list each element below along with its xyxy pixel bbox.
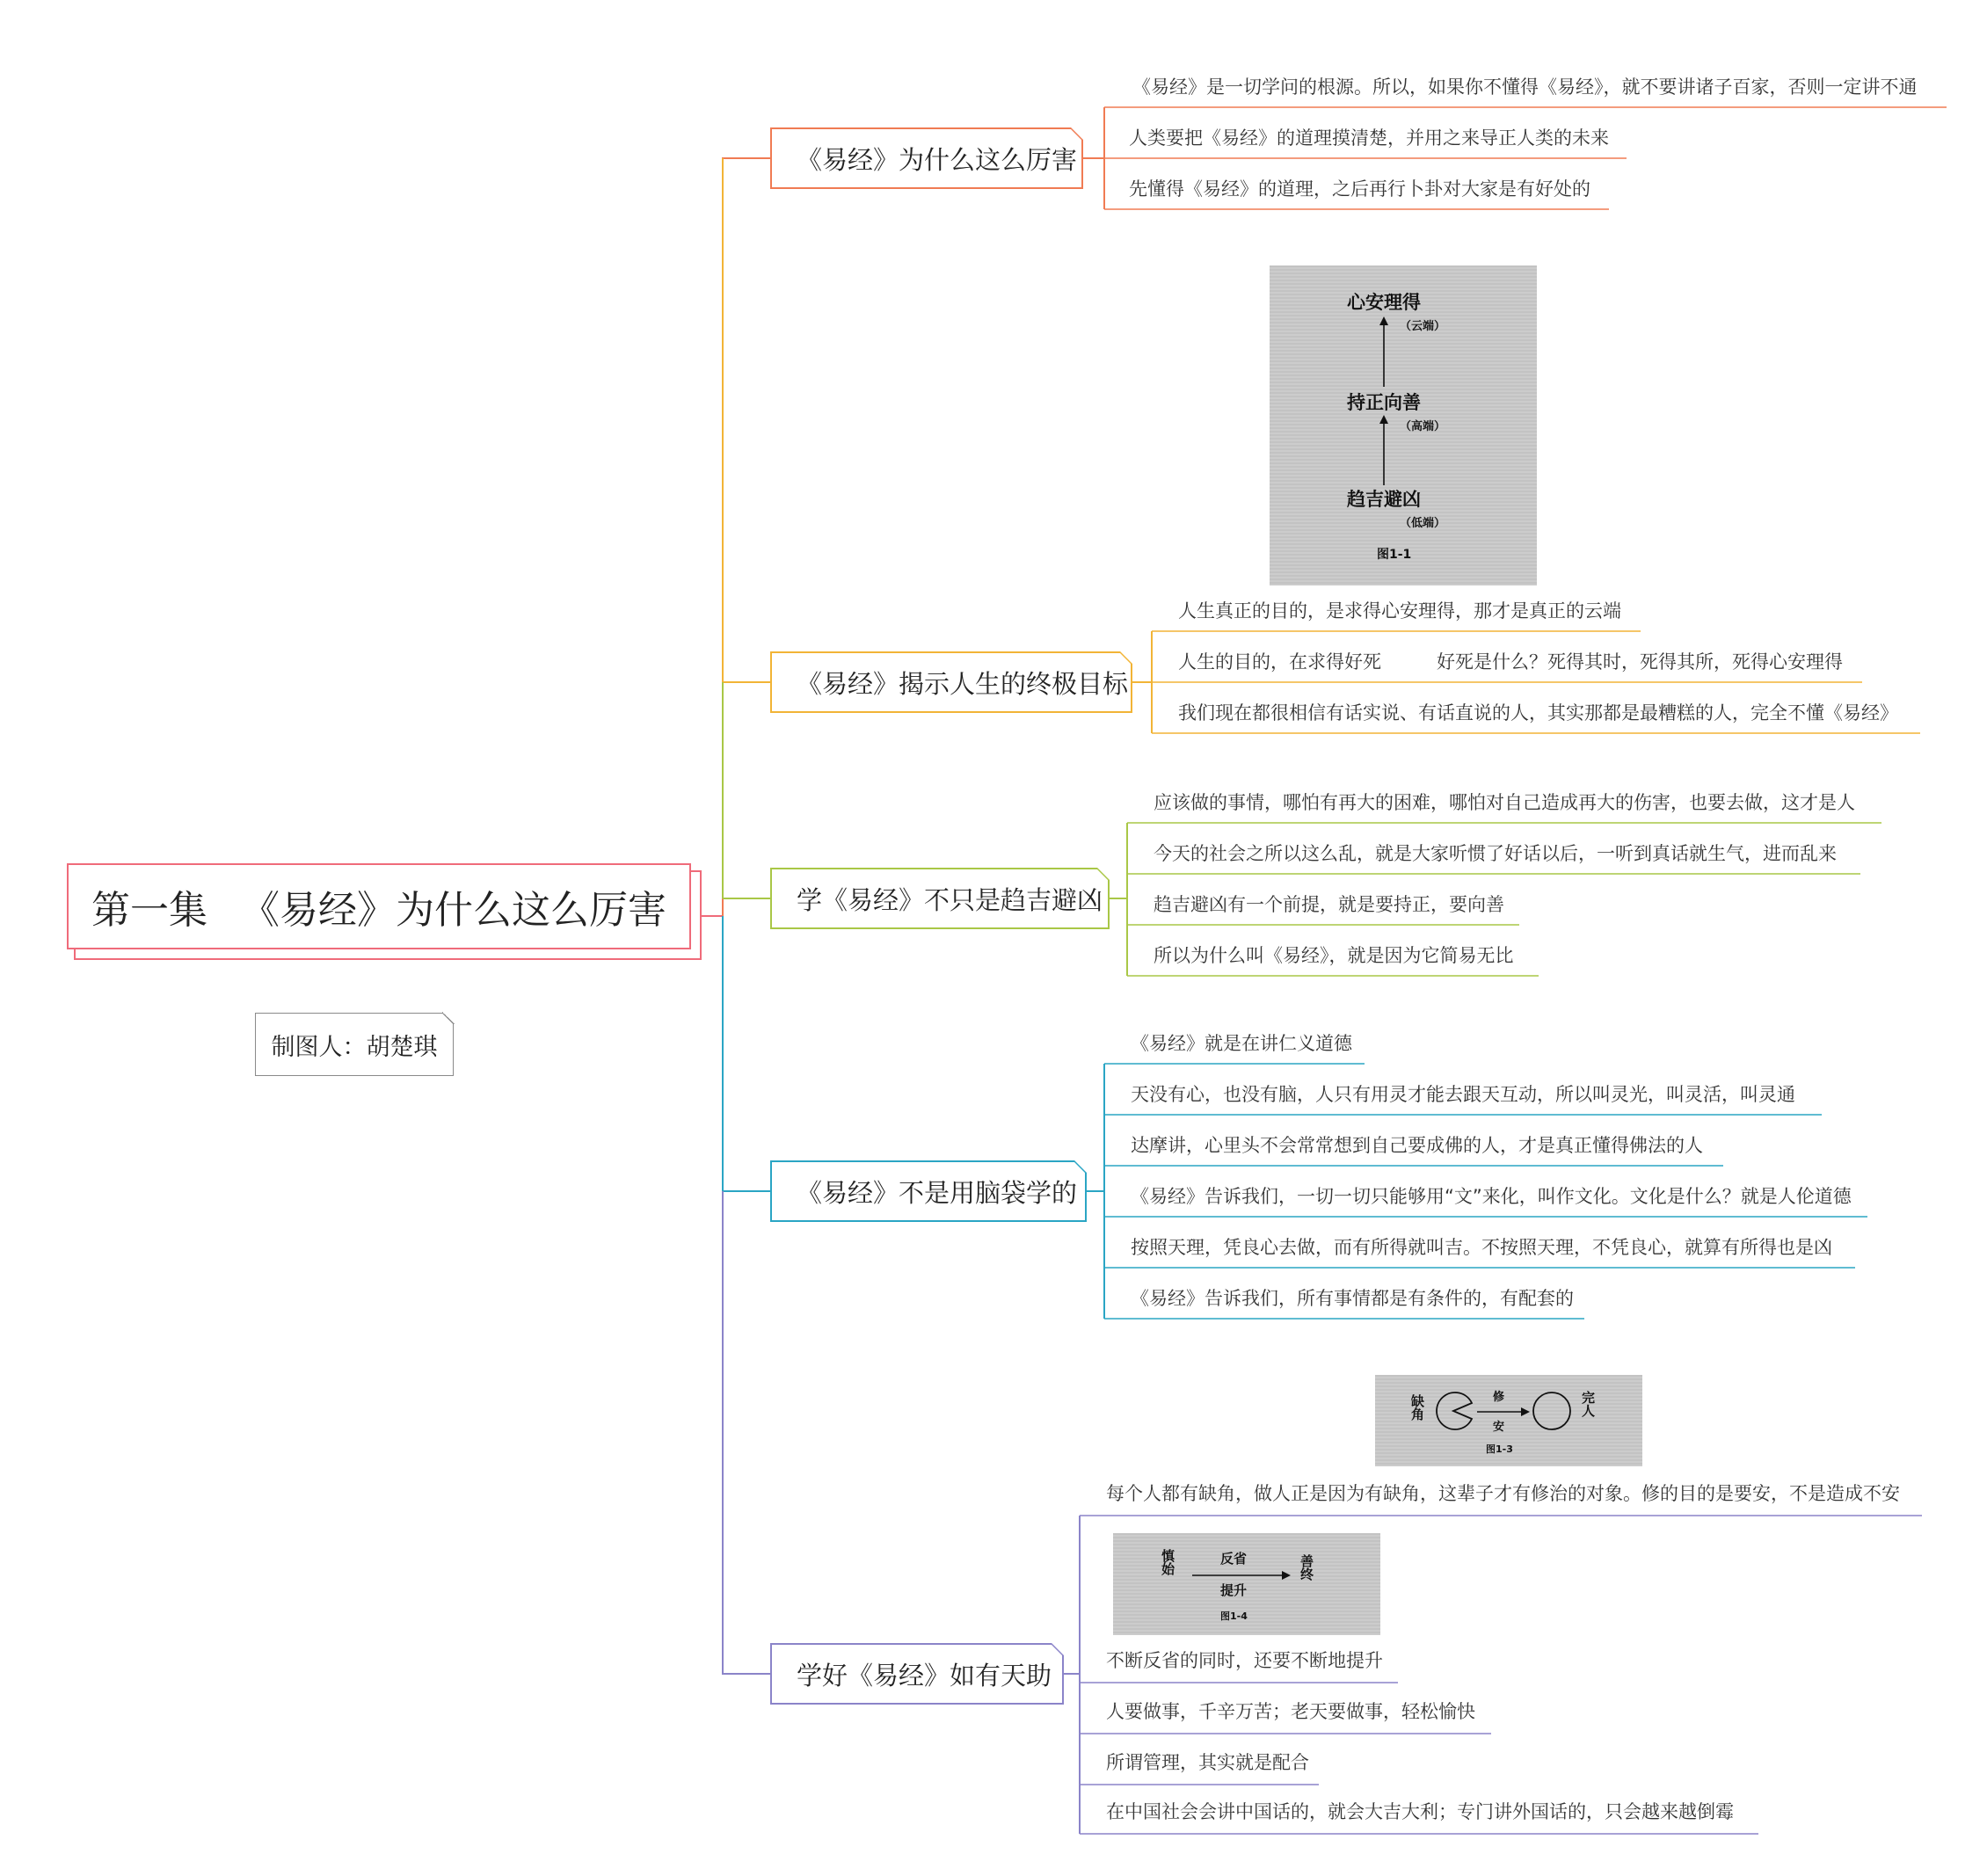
branch-label: 《易经》揭示人生的终极目标 bbox=[797, 668, 1129, 699]
figure-caption: 图1-3 bbox=[1486, 1443, 1513, 1455]
arrow-right-icon bbox=[1477, 1407, 1530, 1417]
figure-arrow-top: 修 bbox=[1493, 1391, 1505, 1404]
leaf-item: 每个人都有缺角，做人正是因为有缺角，这辈子才有修治的对象。修的目的是要安，不是造成不安 bbox=[1106, 1483, 1900, 1504]
figure-caption: 图1-1 bbox=[1377, 548, 1412, 562]
note-fold-icon bbox=[1119, 651, 1132, 665]
figure-left-label: 慎始 bbox=[1160, 1549, 1175, 1575]
root-title-main: 《易经》为什么这么厉害 bbox=[241, 888, 666, 933]
leaf-item: 人要做事，千辛万苦；老天要做事，轻松愉快 bbox=[1106, 1701, 1475, 1722]
leaf-item: 《易经》告诉我们，所有事情都是有条件的，有配套的 bbox=[1131, 1288, 1574, 1309]
figure-arrow-bottom: 提升 bbox=[1220, 1582, 1248, 1598]
branch-label: 学好《易经》如有天助 bbox=[797, 1660, 1052, 1691]
leaf-item: 《易经》告诉我们，一切一切只能够用“文”来化，叫作文化。文化是什么？就是人伦道德 bbox=[1131, 1186, 1852, 1207]
root-title-episode: 第一集 bbox=[91, 888, 207, 933]
figure-1-3-image bbox=[1375, 1375, 1642, 1466]
arrow-up-icon bbox=[1379, 415, 1389, 485]
leaf-item: 好死是什么？死得其时，死得其所，死得心安理得 bbox=[1437, 651, 1843, 673]
maker-label: 制图人：胡楚琪 bbox=[271, 1033, 438, 1061]
figure-mid-note: （高端） bbox=[1400, 420, 1446, 433]
figure-1-4-image bbox=[1113, 1533, 1380, 1635]
note-fold-icon bbox=[1074, 1160, 1087, 1174]
figure-mid-label: 持正向善 bbox=[1347, 392, 1421, 413]
leaf-item: 人类要把《易经》的道理摸清楚，并用之来导正人类的未来 bbox=[1129, 127, 1609, 149]
arrow-up-icon bbox=[1379, 316, 1389, 387]
leaf-item: 人生真正的目的，是求得心安理得，那才是真正的云端 bbox=[1178, 600, 1621, 622]
leaf-item: 按照天理，凭良心去做，而有所得就叫吉。不按照天理，不凭良心，就算有所得也是凶 bbox=[1131, 1237, 1832, 1258]
branch-label: 学《易经》不只是趋吉避凶 bbox=[797, 884, 1103, 915]
note-fold-icon bbox=[1096, 868, 1110, 881]
leaf-item: 今天的社会之所以这么乱，就是大家听惯了好话以后，一听到真话就生气，进而乱来 bbox=[1154, 843, 1837, 864]
branch-node-why-powerful[interactable] bbox=[770, 127, 1083, 189]
leaf-item: 《易经》是一切学问的根源。所以，如果你不懂得《易经》，就不要讲诸子百家，否则一定讲不通 bbox=[1132, 76, 1918, 98]
leaf-item: 所谓管理，其实就是配合 bbox=[1106, 1752, 1309, 1773]
leaf-item: 所以为什么叫《易经》，就是因为它简易无比 bbox=[1154, 945, 1514, 966]
branch-node-ultimate-goal[interactable] bbox=[770, 651, 1132, 713]
note-fold-icon bbox=[1070, 127, 1083, 141]
figure-1-1-image bbox=[1270, 265, 1537, 585]
full-circle-icon bbox=[1532, 1391, 1572, 1431]
leaf-item: 不断反省的同时，还要不断地提升 bbox=[1106, 1650, 1383, 1671]
root-node[interactable] bbox=[67, 863, 691, 949]
leaf-item: 人生的目的，在求得好死 bbox=[1178, 651, 1381, 673]
branch-label: 《易经》不是用脑袋学的 bbox=[797, 1177, 1078, 1208]
leaf-item: 应该做的事情，哪怕有再大的困难，哪怕对自己造成再大的伤害，也要去做，这才是人 bbox=[1154, 792, 1855, 813]
maker-note[interactable] bbox=[255, 1013, 454, 1076]
branch-node-heaven-help[interactable] bbox=[770, 1643, 1064, 1705]
figure-arrow-top: 反省 bbox=[1220, 1551, 1248, 1567]
figure-bottom-note: （低端） bbox=[1400, 517, 1446, 530]
note-fold-icon bbox=[1051, 1643, 1064, 1656]
figure-bottom-label: 趋吉避凶 bbox=[1347, 489, 1421, 510]
branch-node-not-by-brain[interactable] bbox=[770, 1160, 1087, 1222]
branch-label: 《易经》为什么这么厉害 bbox=[797, 144, 1078, 175]
branch-node-not-only-fortune[interactable] bbox=[770, 868, 1110, 929]
figure-right-label: 善终 bbox=[1299, 1554, 1314, 1581]
figure-left-label: 缺角 bbox=[1409, 1394, 1425, 1421]
figure-caption: 图1-4 bbox=[1220, 1611, 1248, 1622]
figure-right-label: 完人 bbox=[1580, 1391, 1596, 1417]
leaf-item: 达摩讲，心里头不会常常想到自己要成佛的人，才是真正懂得佛法的人 bbox=[1131, 1135, 1703, 1156]
notched-circle-icon bbox=[1433, 1391, 1474, 1431]
leaf-item: 在中国社会会讲中国话的，就会大吉大利；专门讲外国话的，只会越来越倒霉 bbox=[1106, 1801, 1734, 1822]
figure-top-label: 心安理得 bbox=[1347, 292, 1421, 313]
arrow-right-icon bbox=[1192, 1570, 1291, 1581]
figure-arrow-bottom: 安 bbox=[1493, 1421, 1505, 1434]
leaf-item: 《易经》就是在讲仁义道德 bbox=[1131, 1033, 1352, 1054]
leaf-item: 先懂得《易经》的道理，之后再行卜卦对大家是有好处的 bbox=[1129, 178, 1590, 200]
leaf-item: 趋吉避凶有一个前提，就是要持正，要向善 bbox=[1154, 894, 1504, 915]
leaf-item: 我们现在都很相信有话实说、有话直说的人，其实那都是最糟糕的人，完全不懂《易经》 bbox=[1178, 702, 1898, 723]
leaf-item: 天没有心，也没有脑，人只有用灵才能去跟天互动，所以叫灵光，叫灵活，叫灵通 bbox=[1131, 1084, 1795, 1105]
figure-top-note: （云端） bbox=[1400, 320, 1446, 333]
